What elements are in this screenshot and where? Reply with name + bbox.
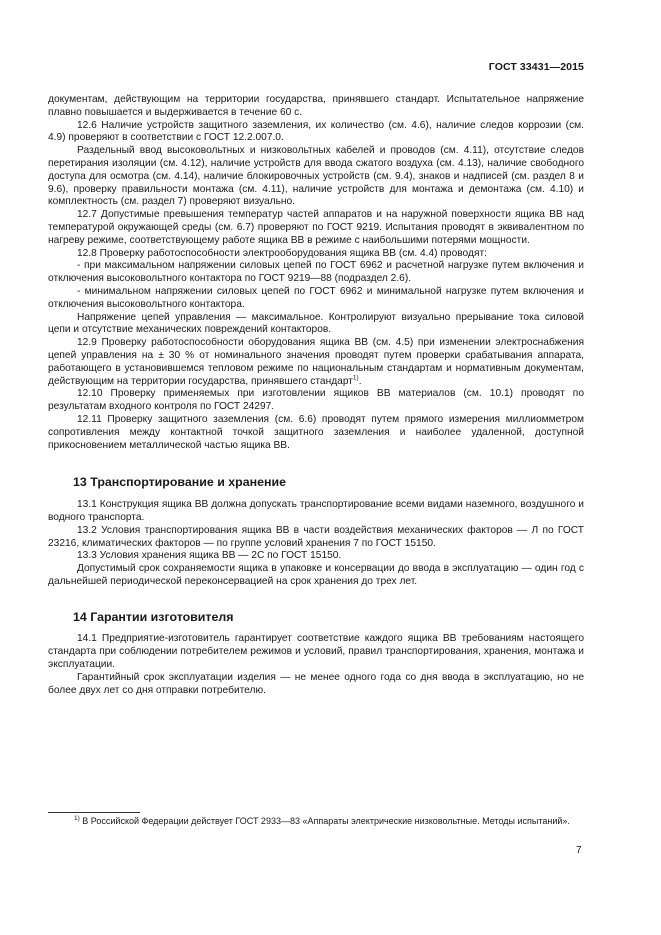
paragraph-12-6: 12.6 Наличие устройств защитного заземления, их количество (см. 4.6), наличие следов коррозии (см. 4.9) проверяют в соответствии с ГОСТ 12.2.007.0. <box>48 119 584 144</box>
paragraph-13-1: 13.1 Конструкция ящика ВВ должна допускать транспортирование всеми видами наземного, воздушного и водного транспорта. <box>48 499 584 523</box>
document-body <box>48 94 584 697</box>
document-header-id: ГОСТ 33431—2015 <box>488 61 584 73</box>
paragraph-storage-term: Допустимый срок сохраняемости ящика в упаковке и консервации до ввода в эксплуатацию — один год с дальнейшей периодической переконсервацией на срок хранения до трех лет. <box>48 563 584 587</box>
paragraph-warranty-term: Гарантийный срок эксплуатации изделия — не менее одного года со дня ввода в эксплуатацию, но не более двух лет со дня отправки потребителю. <box>48 671 584 696</box>
page-number: 7 <box>576 845 582 856</box>
paragraph-12-11: 12.11 Проверку защитного заземления (см. 6.6) проводят путем прямого измерения миллиомметром сопротивления между контактной точкой защитного заземления и наиболее удаленной, доступной прикосновением металлической частью ящика ВВ. <box>48 413 584 451</box>
paragraph-12-9-end: . <box>358 375 362 387</box>
footnote-mark: 1) <box>74 815 80 822</box>
footnote-text: В Российской Федерации действует ГОСТ 2933—83 «Аппараты электрические низковольтные. Методы испытаний». <box>79 816 570 826</box>
paragraph-12-9 <box>48 337 584 388</box>
footnote-separator <box>48 812 140 813</box>
paragraph-13-2: 13.2 Условия транспортирования ящика ВВ в части воздействия механических факторов — Л по ГОСТ 23216, климатических факторов — по группе условий хранения 7 по ГОСТ 15150. <box>48 524 584 549</box>
section-14-heading: 14 Гарантии изготовителя <box>73 609 234 624</box>
paragraph-control-voltage: Напряжение цепей управления — максимальное. Контролируют визуально прерывание тока силовой цепи и отсутствие механических повреждений контакторов. <box>48 311 584 336</box>
footnote-reference[interactable]: 1) <box>352 374 359 382</box>
paragraph-12-9-text: 12.9 Проверку работоспособности оборудования ящика ВВ (см. 4.5) при изменении электроснабжения цепей управления на ± 30 % от номинального значения проводят путем проверки срабатывания аппарата, работающего в установившемся тепловом режиме по национальным стандартам и нормативным документам, действующим на территории государства, принявшего стандарт <box>48 337 584 387</box>
paragraph-12-8: 12.8 Проверку работоспособности электрооборудования ящика ВВ (см. 4.4) проводят: <box>77 247 487 259</box>
paragraph-separate-input: Раздельный ввод высоковольтных и низковольтных кабелей и проводов (см. 4.11), отсутствие следов перетирания изоляции (см. 4.12), наличие устройств для ввода сжатого воздуха (см. 4.13), наличие свободного доступа для осмотра (см. 4.14), наличие блокировочных устройств (см. 9.4), знаков и надписей (см. раздел 8 и 9.6), проверку правильности монтажа (см. 4.11), наличие устройств для монтажа и демонтажа (см. 4.10) и комплектность (см. раздел 7) проверяют визуально. <box>48 145 584 208</box>
list-item-min-voltage: - минимальном напряжении силовых цепей по ГОСТ 6962 и минимальной нагрузке путем включения и отключения высоковольтного контактора. <box>48 285 584 310</box>
list-item-max-voltage: - при максимальном напряжении силовых цепей по ГОСТ 6962 и расчетной нагрузке путем включения и отключения высоковольтного контактора по ГОСТ 9219—88 (подраздел 2.6). <box>48 260 584 285</box>
section-13-heading: 13 Транспортирование и хранение <box>73 475 286 490</box>
footnote <box>48 815 584 827</box>
paragraph-13-3: 13.3 Условия хранения ящика ВВ — 2С по ГОСТ 15150. <box>77 550 342 562</box>
paragraph-14-1: 14.1 Предприятие-изготовитель гарантирует соответствие каждого ящика ВВ требованиям настоящего стандарта при соблюдении потребителем режимов и условий, правил транспортирования, хранения, монтажа и эксплуатации. <box>48 633 584 671</box>
paragraph-12-10: 12.10 Проверку применяемых при изготовлении ящиков ВВ материалов (см. 10.1) проводят по результатам входного контроля по ГОСТ 24297. <box>48 388 584 413</box>
paragraph-12-7: 12.7 Допустимые превышения температур частей аппаратов и на наружной поверхности ящика ВВ над температурой окружающей среды (см. 6.7) проверяют по ГОСТ 9219. Испытания проводят в эквивалентном по нагреву режиме, соответствующему работе ящика ВВ в режиме с наибольшими потерями мощности. <box>48 209 584 246</box>
paragraph-continuation: документам, действующим на территории государства, принявшего стандарт. Испытательное напряжение плавно повышается и выдерживается в течение 60 с. <box>48 94 584 118</box>
